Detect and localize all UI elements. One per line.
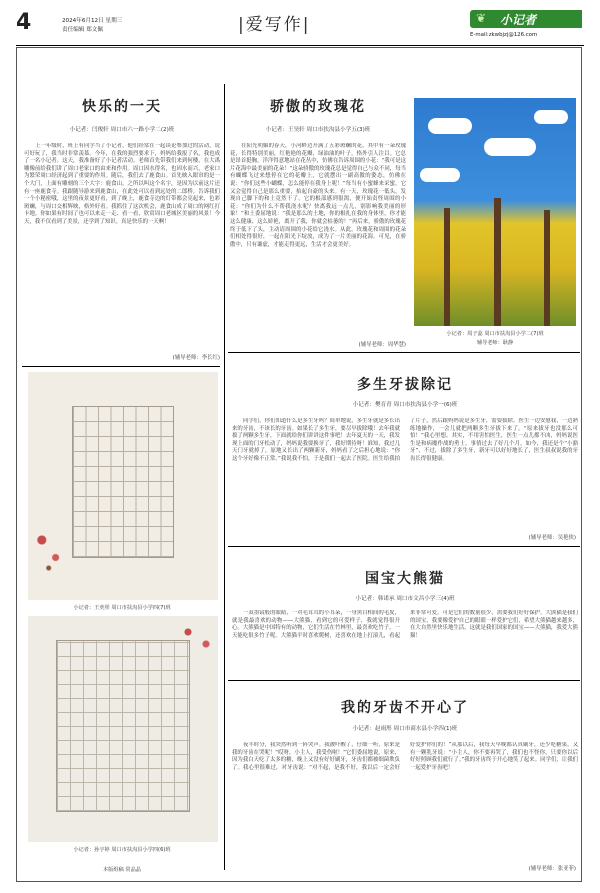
calligraphy-grid-2	[56, 640, 190, 812]
cloud-shape-1	[428, 118, 472, 134]
calligraphy-caption-1: 小记者：王奕彤 周口市扶沟县小学四(7)班	[73, 605, 171, 611]
article-body-happy-day: 上一年级时，班上有同学当了小记者，他们经常在一起谈论参加过的活动，说可好玩了，我当时非常羡慕。今年，在我的强烈要求下，妈妈给我报了名，我也成了一名小记者。这天，我准备好了小记者活动。老师首先带我们来到何楼，在大禹雕像前给我们讲了周口老家口的由来和作用。周口因水得名，也因水而兴，老家口为繁荣周口经济起到了重要的作用。随后，我们去了鹿食山。首先映入眼帘的是一个大门，上面有雕刻的三个大字：鹿食山。之所以叫这个名字，是因为以前这片还有一座鹿食寺。我跟随导游来到鹿食山，在此处可以看到远处的二郎桥。告诉我们一个小秘密哦，这里的夜景更好看，到了晚上，鹿食寺边的灯带都会亮起来，色彩斑斓，与周口交相辉映，格外好看。我抓住了这次机会，鹿食山成了周口的网红打卡地。你如果有时间了也可以来走一走、看一看，欣赏周口老城区美丽的风景！今天，我不仅看到了美景，还学到了知识。真是快乐的一天啊！	[24, 143, 220, 225]
article-note-rose: (辅导老师：周华慧)	[358, 342, 406, 348]
plum-blossom-2	[158, 616, 218, 656]
article-byline-teeth-removal: 小记者：樊育青 周口市扶沟县小学一(6)班	[352, 402, 458, 408]
calligraphy-caption-2: 小记者：孙宇婷 周口市扶沟县小学四(6)班	[73, 847, 171, 853]
cloud-shape-2	[484, 138, 536, 156]
painting-caption: 小记者：周子蕊 周口市扶沟县小学二(7)班	[446, 331, 544, 337]
article-body-my-teeth: 夜半时分，我突然听到一阵哭声。我被吓醒了，仔细一听，原来是我的牙齿在哭呢！“哎呀，小主人，我受伤啦！”它们委屈地说。原来，因为我白天吃了太多的糖，晚上又没有好好刷牙，牙齿们都被细菌欺负了。我心里很难过，对牙齿说：“对不起，是我不好，我以后一定会好好爱护你们的！”从那以后，我每天早晚都认真刷牙，还少吃糖果。又有一颗乳牙说：“小主人，你不要再哭了，我们也不怪你，只要你以后好好照顾我们就行了。”我的牙齿终于开心地笑了起来。同学们，让我们一起爱护牙齿吧！	[232, 742, 578, 771]
article-body-teeth-removal: 同学们，你们知道什么是多生牙吗？简单地说，多生牙就是多长出来的牙齿，不该长的牙齿。如果长了多生牙，要尽早拔除哦！去年我就拔了两颗多生牙，下面就给你们讲讲这件事吧！去年夏天的一天，我发现上面的门牙松动了，妈妈说我要换牙了，我好期待呀！谁知，我过几天门牙就掉了，原地又长出了两颗新牙，妈妈看了之后担心地说：“你这个牙好像不正常。”我说我不怕，于是我们一起去了医院。医生给我拍了片子，然后跟妈妈说是多生牙，需要拔除。医生一边安慰我，一边熟练地操作，一会儿就把两颗多生牙拔下来了。“原来拔牙也没那么可怕！”我心里想。其实，不用害怕医生，医生一点儿都不凶，妈妈说医生是和病魔作战的勇士。事情过去了好几个月，如今，我还是个“小豁牙”，不过，拔除了多生牙，新牙可以好好地长了，医生叔叔说我的牙齿长得很健康。	[232, 418, 578, 462]
article-note-teeth-removal: (辅导老师：吴艳侠)	[528, 535, 576, 541]
calligraphy-image-1	[28, 372, 218, 600]
tree-trunk-2	[494, 198, 501, 326]
article-body-rose: 在阳光明媚的春天，小河畔边开满了五彩斑斓的花，其中有一朵玫瑰花，长得特别美丽，红艳艳的花瓣，绿油油的叶子，格外引人注目。它总是昂首挺胸，洋洋得意地站在花丛中，仿佛在告诉周围的小花：“我可是这片花海中最美丽的花朵！”这朵骄傲的玫瑰花总是觉得自己与众不同，每当有蝴蝶飞过来想停在它的花瓣上，它就摆出一副高傲的姿态，仿佛在说：“你们这些小蝴蝶，怎么能停在我身上呢！”每当有小蜜蜂来采蜜，它又会觉得自己是那么重要，抬起自豪的头来。有一天，玫瑰花一低头，发现自己脚下的和土竟然干了。它的根部感到很渴，便开始责怪周围的小花：“你们为什么不帮我浇水呢？快离我远一点儿，别影响我美丽的形象！”和土委屈地说：“我是那么的土地，你的根扎在我的身体里，你才能这么健康、这么娇艳，离开了我，你就会枯萎的！”再后来，骄傲的玫瑰花终于低下了头，主动请周围的小花给它浇水。从此，玫瑰花和周围的花朵们相处得很好，一起在阳光下绽放，成为了一片美丽的花海。可见，在骄傲中，只有谦虚，才能走得更远，生活才会更美好。	[230, 143, 406, 248]
article-note-my-teeth: (辅导老师：张亚菲)	[528, 866, 576, 872]
editor-credit: 责任编辑 郑文佩	[62, 27, 103, 33]
article-body-panda: 一双墨镜般的眼睛，一对毛茸茸的小耳朵，一身黑白相间的毛皮，就是我最喜欢的动物——大熊猫，看到它的可爱样子，我就觉得很开心。大熊猫是中国特有的动物，它们生活在竹林里，最喜欢吃竹子，一天能吃很多竹子呢。大熊猫平时喜欢爬树，还喜欢在地上打滚儿，看起来非常可爱。可是它们的数量很少，需要我们好好保护。大熊猫是我们的国宝，我要像爱护自己的眼睛一样爱护它们，希望大熊猫越来越多，在大自然里快乐地生活。这就是我们国家的国宝——大熊猫，我爱大熊猫！	[232, 610, 578, 639]
calligraphy-grid-1	[72, 406, 174, 558]
plum-blossom-1	[28, 512, 74, 582]
header-rule	[16, 45, 584, 46]
tree-trunk-3	[544, 210, 550, 326]
article-byline-happy-day: 小记者：闫俊轩 周口市六一路小学二(2)班	[69, 127, 175, 133]
divider-right-2	[228, 546, 580, 547]
brand-name: 小记者	[500, 13, 537, 27]
painting-image	[414, 98, 576, 326]
article-byline-rose: 小记者：王昊轩 周口市扶沟县小学五(3)班	[265, 127, 371, 133]
calligraphy-image-2	[28, 616, 218, 842]
bar-right: |	[302, 15, 311, 35]
footer-credit: 本版组稿 常晶晶	[103, 867, 141, 873]
cloud-shape-4	[420, 168, 460, 182]
divider-right-1	[228, 352, 580, 353]
column-divider	[224, 84, 225, 870]
article-title-teeth-removal: 多生牙拔除记	[357, 377, 453, 393]
section-title	[238, 10, 310, 35]
article-note-happy-day: (辅导老师：李长红)	[172, 355, 220, 361]
divider-right-3	[228, 680, 580, 681]
article-title-panda: 国宝大熊猫	[365, 571, 445, 587]
divider-left-1	[22, 366, 220, 367]
painting-teacher: 辅导老师：耿静	[476, 340, 514, 346]
article-byline-my-teeth: 小记者：赵雨彤 周口市商水县小学四(1)班	[352, 726, 458, 732]
contact-email: E-mail:zkwbjzj@126.com	[470, 32, 538, 38]
section-title-text: 爱写作	[245, 15, 303, 35]
article-title-my-teeth: 我的牙齿不开心了	[341, 700, 469, 716]
tree-trunk-1	[444, 208, 450, 326]
article-byline-panda: 小记者：韩诺承 周口市文昌小学三(4)班	[355, 596, 455, 602]
bar-left: |	[238, 15, 246, 35]
leaf-icon: ❦	[476, 11, 487, 25]
cloud-shape-3	[534, 110, 568, 124]
article-title-rose: 骄傲的玫瑰花	[270, 99, 366, 115]
page-number: 4	[16, 10, 32, 35]
issue-date: 2024年6月12日 星期三	[62, 18, 123, 24]
article-title-happy-day: 快乐的一天	[82, 99, 162, 115]
brand-banner	[470, 10, 582, 28]
